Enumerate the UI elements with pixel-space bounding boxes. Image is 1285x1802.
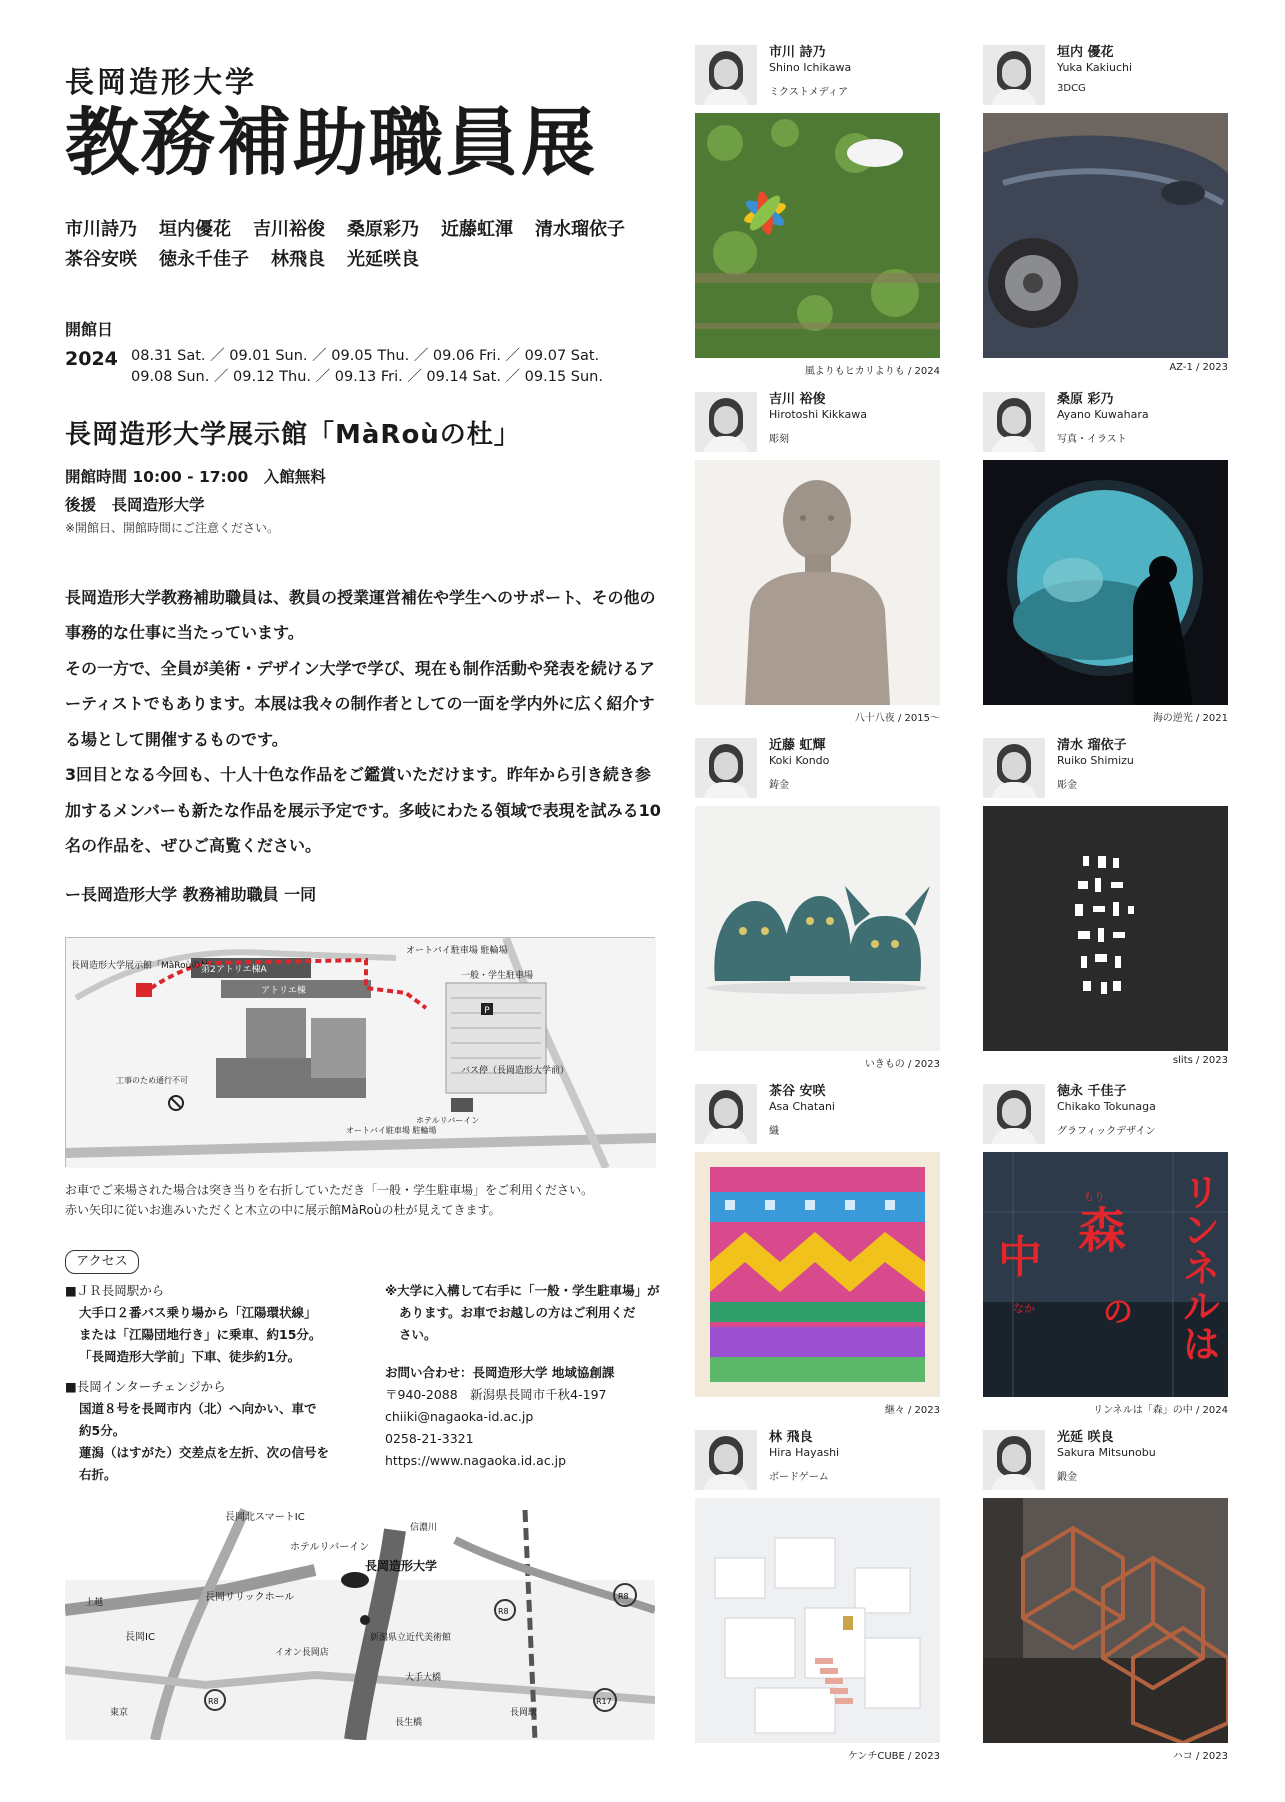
artist-name-en: Sakura Mitsunobu (1057, 1446, 1156, 1459)
svg-text:P: P (484, 1006, 490, 1016)
access-line: または「江陽団地行き」に乗車、約15分。 (79, 1327, 322, 1342)
participant-name: 林飛良 (271, 248, 325, 270)
area-map-label: 信濃川 (410, 1523, 438, 1533)
artist-card (695, 738, 940, 1070)
artist-name-en: Yuka Kakiuchi (1057, 61, 1133, 74)
campus-map-label: ホテルリバーイン (416, 1116, 480, 1125)
campus-map-label: オートバイ駐車場 駐輪場 (346, 1126, 437, 1135)
artwork-caption: 海の逆光 / 2021 (1152, 713, 1228, 724)
artwork-image (983, 806, 1228, 1051)
artwork-image (695, 460, 940, 705)
artist-name-en: Ruiko Shimizu (1057, 754, 1134, 767)
artwork-caption: いきもの / 2023 (864, 1059, 940, 1070)
campus-map-label: 長岡造形大学展示館「MàRoùの杜」 (71, 961, 219, 971)
exhibition-title: 教務補助職員展 (65, 100, 597, 186)
artist-field: 彫刻 (769, 434, 789, 445)
artwork-caption: slits / 2023 (1172, 1055, 1228, 1066)
artist-card (983, 1084, 1228, 1416)
artwork-image (695, 113, 940, 358)
poster-naka: 中 (998, 1232, 1042, 1283)
access-jr-heading: ■ＪＲ長岡駅から (65, 1283, 165, 1298)
artist-portrait (695, 392, 757, 452)
artist-card (983, 392, 1228, 724)
intro-paragraph: 長岡造形大学教務補助職員は、教員の授業運営補佐や学生へのサポート、その他の事務的な仕事に当たっています。 (65, 587, 656, 643)
support-line: 後援 長岡造形大学 (65, 495, 205, 514)
artwork-image (983, 113, 1228, 358)
artwork-caption: ケンチCUBE / 2023 (847, 1751, 940, 1762)
parking-note: ※大学に入構して右手に「一般・学生駐車場」が (385, 1283, 660, 1298)
artist-name-en: Koki Kondo (769, 754, 830, 767)
campus-map-label: 工事のため通行不可 (116, 1076, 188, 1085)
caption-line: 赤い矢印に従いお進みいただくと木立の中に展示館MàRoùの杜が見えてきます。 (65, 1203, 501, 1217)
artwork-image (983, 1498, 1228, 1743)
parking-note: さい。 (399, 1327, 437, 1342)
contact-heading: お問い合わせ：長岡造形大学 地域協創課 (385, 1365, 615, 1380)
intro-paragraph: その一方で、全員が美術・デザイン大学で学び、現在も制作活動や発表を続けるアーティストでもあります。本展は我々の制作者としての一面を学内外に広く紹介する場として開催するものです。 (65, 658, 655, 749)
artist-card (695, 392, 940, 724)
area-map-label: 長岡リリックホール (205, 1592, 295, 1603)
poster-title: リンネルは (1176, 1172, 1220, 1362)
area-map-label: 長岡駅 (510, 1708, 538, 1718)
artist-name-en: Hira Hayashi (769, 1446, 840, 1459)
artist-portrait (695, 1430, 757, 1490)
participant-name: 光延咲良 (347, 248, 419, 270)
campus-map (65, 937, 655, 1167)
artist-portrait (983, 45, 1045, 105)
campus-map-caption (65, 1180, 665, 1220)
artwork-caption: 八十八夜 / 2015～ (854, 713, 940, 724)
campus-map-label: アトリエ棟 (261, 986, 306, 996)
artwork-caption: ハコ / 2023 (1172, 1751, 1228, 1762)
poster-mori: 森 (1078, 1203, 1127, 1259)
access-section (65, 1250, 665, 1486)
contact-phone: 0258-21-3321 (385, 1431, 474, 1446)
artist-card (695, 1084, 940, 1416)
area-map-label: 長岡IC (125, 1632, 155, 1643)
schedule (65, 346, 665, 388)
poster-ruby: もり (1083, 1190, 1105, 1203)
artwork-caption: リンネルは「森」の中 / 2024 (1093, 1405, 1228, 1416)
artwork-caption: 風よりもヒカリよりも / 2024 (804, 366, 940, 377)
artwork-image (983, 1152, 1228, 1397)
artist-portrait (983, 1430, 1045, 1490)
artist-name: 近藤 虹輝 (769, 738, 826, 753)
artist-name-en: Ayano Kuwahara (1057, 408, 1149, 421)
artwork-image (695, 1152, 940, 1397)
artist-field: 鋳金 (769, 780, 789, 791)
participant-name: 吉川裕俊 (253, 218, 325, 240)
artist-field: グラフィックデザイン (1057, 1126, 1156, 1137)
artist-portrait (983, 392, 1045, 452)
participant-names (65, 215, 665, 275)
caption-line: お車でご来場された場合は突き当りを右折していただき「一般・学生駐車場」をご利用ください。 (65, 1183, 594, 1197)
area-map-label: ホテルリバーイン (290, 1542, 370, 1553)
access-line: 右折。 (79, 1467, 117, 1482)
artist-name: 市川 詩乃 (769, 45, 826, 60)
artwork-image (983, 460, 1228, 705)
artist-field: 織 (769, 1126, 779, 1137)
intro-text (65, 580, 665, 864)
campus-map-label: 第2アトリエ棟A (201, 965, 267, 975)
participant-name: 近藤虹渾 (441, 218, 513, 240)
venue-name: 長岡造形大学展示館「MàRoùの杜」 (65, 419, 521, 450)
participant-name: 桑原彩乃 (347, 218, 419, 240)
artist-card (983, 738, 1228, 1066)
artist-name-en: Shino Ichikawa (769, 61, 852, 74)
artwork-caption: 継々 / 2023 (884, 1405, 940, 1416)
access-line: 約5分。 (79, 1423, 126, 1438)
contact-email[interactable]: chiiki@nagaoka-id.ac.jp (385, 1409, 534, 1424)
area-map-label: R8 (498, 1607, 509, 1616)
artwork-image (695, 806, 940, 1051)
contact-url[interactable]: https://www.nagaoka.id.ac.jp (385, 1453, 567, 1468)
schedule-line: 09.08 Sun. ／ 09.12 Thu. ／ 09.13 Fri. ／ 09.14 Sat. ／ 09.15 Sun. (131, 368, 603, 385)
area-map-label: 長岡北スマートIC (225, 1512, 305, 1523)
artist-name: 徳永 千佳子 (1057, 1084, 1127, 1099)
area-map-label: 上越 (85, 1598, 104, 1608)
artist-name: 吉川 裕俊 (769, 392, 826, 407)
artist-field: ミクストメディア (769, 87, 848, 98)
artwork-caption: AZ-1 / 2023 (1169, 362, 1228, 373)
artist-field: ボードゲーム (769, 1472, 829, 1483)
schedule-line: 08.31 Sat. ／ 09.01 Sun. ／ 09.05 Thu. ／ 09.06 Fri. ／ 09.07 Sat. (131, 347, 600, 364)
artist-name-en: Asa Chatani (769, 1100, 835, 1113)
campus-map-label: 一般・学生駐車場 (461, 971, 534, 981)
artist-name-en: Chikako Tokunaga (1057, 1100, 1156, 1113)
access-line: 国道８号を長岡市内（北）へ向かい、車で (79, 1401, 317, 1416)
participant-name: 茶谷安咲 (65, 248, 137, 270)
artist-name-en: Hirotoshi Kikkawa (769, 408, 867, 421)
artist-name: 清水 瑠依子 (1057, 738, 1127, 753)
area-map-label: R8 (208, 1697, 219, 1706)
schedule-year: 2024 (65, 347, 118, 370)
campus-map-label: バス停（長岡造形大学前） (461, 1066, 570, 1076)
opening-hours: 開館時間 10:00 - 17:00 入館無料 (65, 467, 326, 486)
artist-name: 茶谷 安咲 (769, 1084, 826, 1099)
area-map-label: 東京 (110, 1708, 129, 1718)
artist-name: 林 飛良 (769, 1430, 813, 1445)
artist-card (983, 1430, 1228, 1762)
artist-field: 彫金 (1057, 780, 1077, 791)
area-map-label: 長生橋 (395, 1718, 423, 1728)
poster-no: の (1103, 1295, 1133, 1330)
artist-name: 光延 咲良 (1057, 1430, 1114, 1445)
parking-note: あります。お車でお越しの方はご利用くだ (399, 1305, 636, 1320)
artist-card (983, 45, 1228, 373)
area-map (65, 1500, 655, 1740)
poster-ruby: なか (1013, 1302, 1035, 1315)
area-map-label: R17 (596, 1697, 612, 1706)
area-map-label: 長岡造形大学 (365, 1559, 438, 1573)
intro-paragraph: 3回目となる今回も、十人十色な作品をご鑑賞いただけます。昨年から引き続き参加するメンバーも新たな作品を展示予定です。多岐にわたる領域で表現を試みる10名の作品を、ぜひご高覧ください。 (65, 765, 661, 856)
area-map-label: 大手大橋 (405, 1673, 442, 1683)
participant-name: 垣内優花 (159, 218, 231, 240)
participant-name: 清水瑠依子 (535, 218, 625, 240)
artist-portrait (695, 738, 757, 798)
artwork-image (695, 1498, 940, 1743)
artist-card (695, 45, 940, 377)
artist-field: 写真・イラスト (1057, 434, 1127, 445)
artist-name: 桑原 彩乃 (1057, 392, 1114, 407)
schedule-note: ※開館日、開館時間にご注意ください。 (65, 520, 280, 535)
access-line: 大手口２番バス乗り場から「江陽環状線」 (79, 1305, 317, 1320)
participant-name: 徳永千佳子 (159, 248, 249, 270)
artist-portrait (695, 45, 757, 105)
signature: ー長岡造形大学 教務補助職員 一同 (65, 884, 317, 904)
artist-card (695, 1430, 940, 1762)
area-map-label: R8 (618, 1592, 629, 1601)
access-line: 蓮潟（はすがた）交差点を左折、次の信号を (79, 1445, 330, 1460)
artist-portrait (695, 1084, 757, 1144)
artist-portrait (983, 1084, 1045, 1144)
area-map-label: イオン長岡店 (275, 1648, 329, 1658)
university-name: 長岡造形大学 (65, 65, 258, 99)
artist-field: 鍛金 (1057, 1472, 1077, 1483)
left-column (65, 60, 665, 905)
area-map-label: 新潟県立近代美術館 (370, 1633, 452, 1643)
access-tag: アクセス (65, 1250, 139, 1274)
artist-portrait (983, 738, 1045, 798)
participant-name: 市川詩乃 (65, 218, 137, 240)
contact-address: 〒940-2088 新潟県長岡市千秋4-197 (385, 1387, 607, 1402)
campus-map-label: オートバイ駐車場 駐輪場 (406, 946, 508, 956)
schedule-label: 開館日 (65, 319, 114, 339)
access-ic-heading: ■長岡インターチェンジから (65, 1379, 226, 1394)
artist-name: 垣内 優花 (1057, 45, 1114, 60)
artist-field: 3DCG (1057, 83, 1086, 94)
access-line: 「長岡造形大学前」下車、徒歩約1分。 (79, 1349, 301, 1364)
